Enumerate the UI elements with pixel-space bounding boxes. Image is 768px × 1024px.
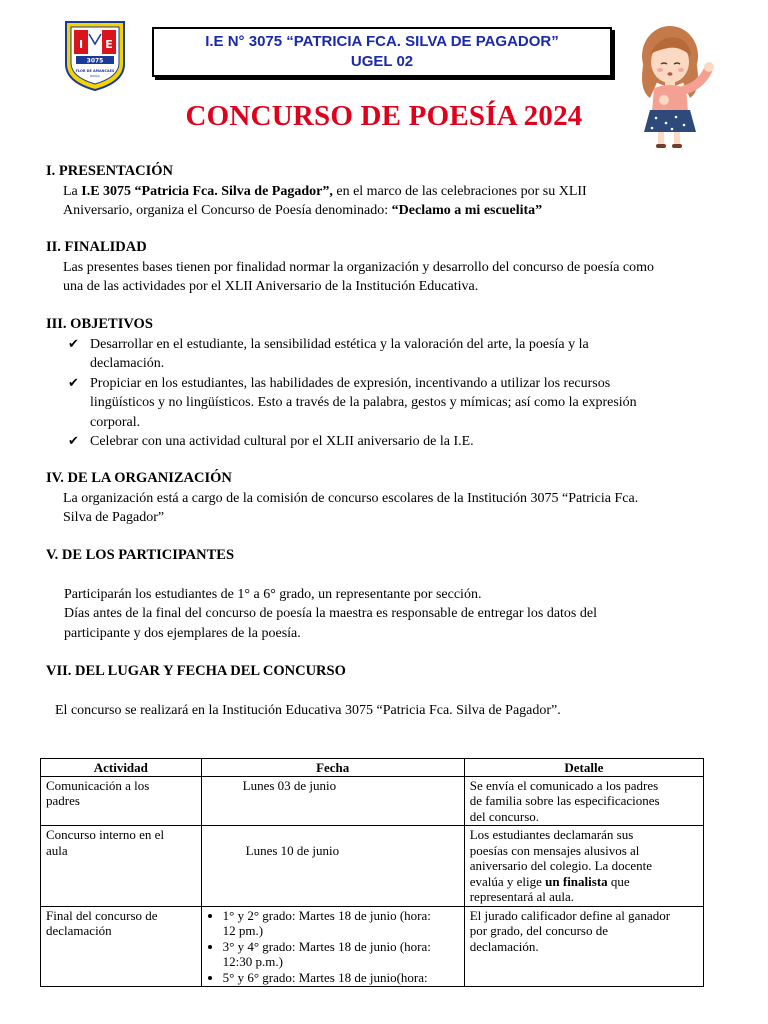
cell-line: Se envía el comunicado a los padres [469,777,659,793]
section-presentacion [46,162,587,221]
cell-line: Comunicación a los [46,777,150,793]
section-heading: I. PRESENTACIÓN [46,163,174,179]
cell-line: del concurso. [469,808,540,824]
list-item [68,374,637,433]
list-item [223,970,459,986]
paragraph-line: Días antes de la final del concurso de poesía la maestra es responsable de entregar los datos del [64,606,597,621]
cell-line: aula [46,842,68,858]
cell-line: Lunes 10 de junio [245,843,340,858]
list-item [223,939,459,970]
table-row [41,776,704,826]
checkmark-icon: ✔ [68,375,79,391]
school-name-bold: I.E 3075 “Patricia Fca. Silva de Pagador”, [81,183,333,199]
section-heading: IV. DE LA ORGANIZACIÓN [46,470,232,486]
text-run: en el marco de las celebraciones por su XLII [332,183,587,199]
cell-line: Final del concurso de [46,907,158,923]
table-row [41,906,704,987]
paragraph-line: El concurso se realizará en la Institución Educativa 3075 “Patricia Fca. Silva de Pagador”. [55,702,561,718]
cell-line: 12 pm.) [222,923,264,938]
svg-text:E: E [105,38,113,51]
text-run: La [63,183,82,199]
cell-fecha [201,776,464,826]
column-header-detalle: Detalle [464,759,703,777]
cell-line: 12:30 p.m.) [222,954,283,969]
logo-district: RIMAC [90,74,100,78]
schedule-table [40,758,704,987]
cell-line: poesías con mensajes alusivos al [469,842,640,858]
cell-line: Concurso interno en el [46,827,165,842]
list-item-text: Desarrollar en el estudiante, la sensibilidad estética y la valoración del arte, la poesía y la [90,336,589,352]
list-item [223,908,459,939]
cell-line [470,874,698,890]
text-run: Aniversario, organiza el Concurso de Poesía denominado: [63,203,392,218]
paragraph-line: Silva de Pagador” [63,510,165,525]
cell-line: • 1° y 2° grado: Martes 18 de junio (hora: [222,907,431,923]
paragraph-line: participante y dos ejemplares de la poesía. [64,625,301,641]
column-header-fecha: Fecha [201,759,464,777]
paragraph-line [63,201,587,221]
list-item-text: corporal. [90,414,141,430]
paragraph-line: La organización está a cargo de la comisión de concurso escolares de la Institución 3075 “Patricia Fca. [63,490,639,506]
cell-line: • 3° y 4° grado: Martes 18 de junio (hora: [222,938,431,954]
contest-name-bold: “Declamo a mi escuelita” [391,203,543,218]
svg-text:I: I [78,38,84,51]
objectives-list [68,335,637,452]
cell-line: El jurado calificador define al ganador [469,907,671,923]
cell-actividad [41,776,202,826]
section-objetivos [46,315,637,452]
cell-line: Los estudiantes declamarán sus [469,827,634,842]
list-item-text: Propiciar en los estudiantes, las habilidades de expresión, incentivando a utilizar los recursos [90,375,611,391]
cell-detalle [464,826,703,907]
text-run: evalúa y elige [469,873,546,889]
section-heading: V. DE LOS PARTICIPANTES [46,547,235,563]
logo-caption: FLOR DE AMANCAES [75,69,115,73]
section-heading: VII. DEL LUGAR Y FECHA DEL CONCURSO [46,663,346,679]
cell-line: padres [46,793,80,808]
grades-list [207,908,459,986]
cell-line: declamación. [469,938,539,954]
paragraph-line: Las presentes bases tienen por finalidad normar la organización y desarrollo del concurso de poesía como [63,259,655,275]
list-item-text: lingüísticos y no lingüísticos. Esto a través de la palabra, gestos y mímicas; así como la expresión [90,395,637,410]
page-title: CONCURSO DE POESÍA 2024 [185,100,583,132]
section-participantes [46,546,597,643]
section-organizacion [46,469,638,528]
cell-line: • 5° y 6° grado: Martes 18 de junio(hora: [222,969,428,985]
logo-number: 3075 [86,57,104,65]
school-header-box [152,27,612,77]
checkmark-icon: ✔ [68,434,79,449]
checkmark-icon: ✔ [68,336,79,352]
section-heading: II. FINALIDAD [46,239,147,255]
column-header-actividad: Actividad [41,759,202,777]
table-row [41,826,704,907]
cell-line: aniversario del colegio. La docente [469,858,652,873]
text-run: que [607,873,630,889]
list-item-text: Celebrar con una actividad cultural por el XLII aniversario de la I.E. [90,434,474,449]
paragraph-line: una de las actividades por el XLII Aniversario de la Institución Educativa. [63,279,479,294]
cell-line: declamación [46,923,112,938]
section-lugar [46,662,561,720]
school-logo [62,20,128,92]
list-item [68,335,637,374]
ugel-name: UGEL 02 [350,53,414,70]
cell-fecha [201,906,464,987]
cell-actividad [41,826,202,907]
paragraph-line: Participarán los estudiantes de 1° a 6° grado, un representante por sección. [64,586,482,602]
cell-actividad [41,906,202,987]
paragraph-line [63,182,587,202]
finalist-bold: un finalista [545,873,608,889]
cell-line: de familia sobre las especificaciones [469,793,660,808]
cell-line: Lunes 03 de junio [242,777,337,793]
school-name: I.E N° 3075 “PATRICIA FCA. SILVA DE PAGADOR” [205,33,559,50]
section-heading: III. OBJETIVOS [46,316,153,332]
section-finalidad [46,238,654,297]
list-item [68,432,637,452]
list-item-text: declamación. [90,356,165,371]
cell-fecha [201,826,464,907]
cell-detalle [464,906,703,987]
cell-detalle [464,776,703,826]
cell-line: por grado, del concurso de [469,923,608,938]
table-header-row [41,759,704,777]
cell-line: representará al aula. [469,889,575,904]
